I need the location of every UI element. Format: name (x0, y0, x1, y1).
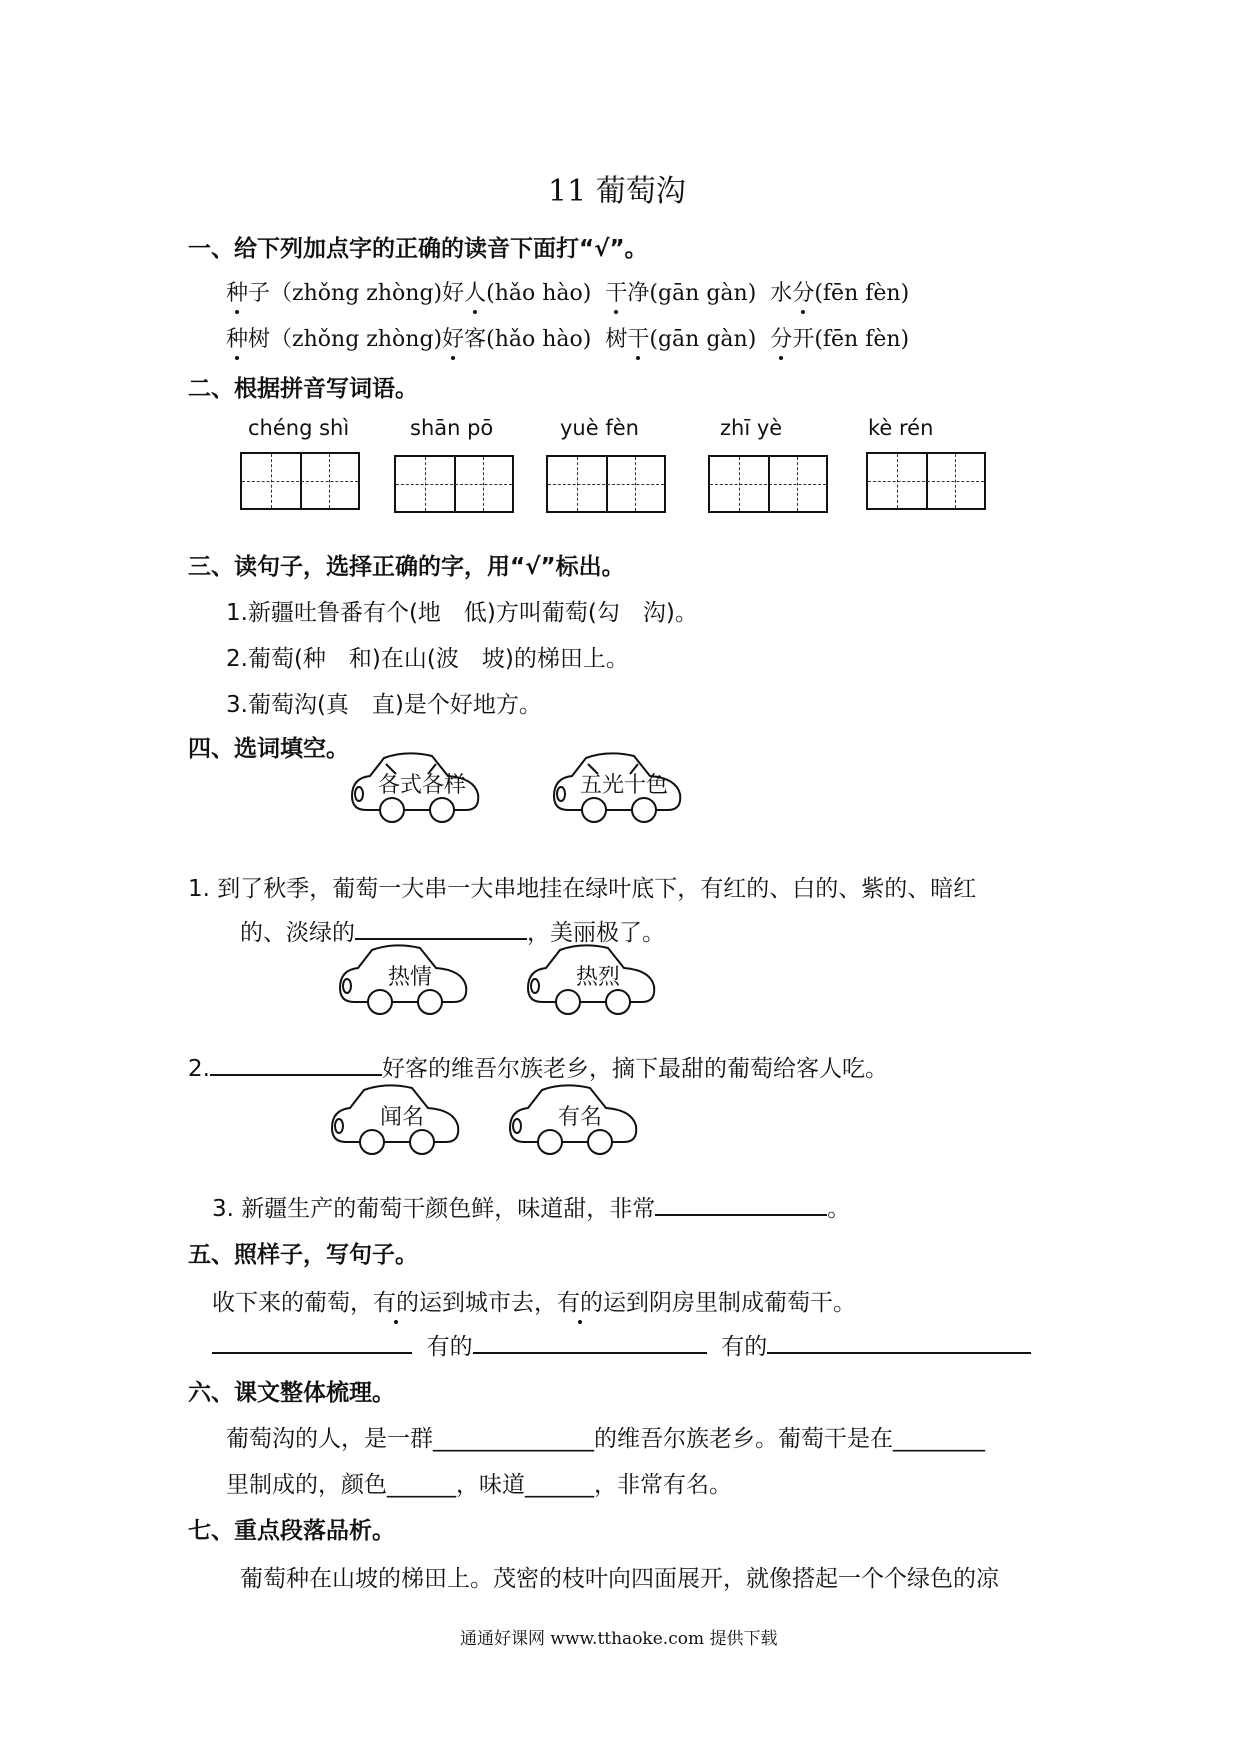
word-car (504, 1080, 644, 1156)
car-label: 各式各样 (377, 773, 466, 798)
q6-heading: 六、课文整体梳理。 (188, 1380, 395, 1406)
writing-grid[interactable] (546, 455, 666, 513)
q4-sentence-3: 3. 新疆生产的葡萄干颜色鲜，味道甜，非常 。 (212, 1190, 850, 1223)
q1-item: 树干(gān gàn) (605, 327, 756, 352)
word-car (522, 940, 662, 1016)
q1-item: 种子（zhǒng zhòng) (226, 281, 442, 306)
pinyin-label: chéng shì (248, 416, 350, 440)
car-label: 闻名 (379, 1105, 424, 1130)
q1-item: 分开(fēn fèn) (770, 327, 909, 352)
q3-sentence: 2.葡萄(种 和)在山(波 坡)的梯田上。 (226, 646, 629, 672)
pinyin-label: yuè fèn (560, 416, 639, 440)
q1-heading: 一、给下列加点字的正确的读音下面打“√”。 (188, 236, 648, 262)
writing-grid[interactable] (866, 452, 986, 510)
q1-item: 好客(hǎo hào) (442, 327, 591, 352)
q3-heading: 三、读句子，选择正确的字，用“√”标出。 (188, 554, 625, 580)
pinyin-label: zhī yè (720, 416, 783, 440)
car-label: 热情 (387, 965, 432, 990)
q3-sentence: 3.葡萄沟(真 直)是个好地方。 (226, 692, 542, 718)
q6-line-2: 里制成的，颜色______，味道______，非常有名。 (226, 1472, 732, 1498)
answer-blank[interactable] (655, 1192, 827, 1216)
page-title: 11 葡萄沟 (548, 174, 686, 209)
q5-heading: 五、照样子，写句子。 (188, 1242, 418, 1268)
q5-example: 收下来的葡萄，有的运到城市去，有的运到阴房里制成葡萄干。 (212, 1284, 856, 1317)
q3-sentence: 1.新疆吐鲁番有个(地 低)方叫葡萄(勾 沟)。 (226, 600, 698, 626)
q1-item: 水分(fēn fèn) (770, 281, 909, 306)
word-car (326, 1080, 466, 1156)
car-label: 五光十色 (579, 773, 668, 798)
q7-line-1: 葡萄种在山坡的梯田上。茂密的枝叶向四面展开，就像搭起一个个绿色的凉 (240, 1566, 999, 1592)
car-label: 有名 (557, 1105, 602, 1130)
q4-sentence-1: 1. 到了秋季，葡萄一大串一大串地挂在绿叶底下，有红的、白的、紫的、暗红 (188, 876, 977, 902)
footer-text: 通通好课网 www.tthaoke.com 提供下载 (460, 1629, 778, 1649)
q1-item: 好人(hǎo hào) (442, 281, 591, 306)
word-car (548, 748, 688, 824)
q4-sentence-1-cont: 的、淡绿的 ，美丽极了。 (240, 914, 665, 947)
writing-grid[interactable] (394, 455, 514, 513)
q5-answer-row: 有的 有的 (212, 1328, 1031, 1361)
q1-item: 种树（zhǒng zhòng) (226, 327, 442, 352)
q1-row-1 (226, 276, 909, 307)
q1-row-2 (226, 322, 909, 353)
q1-item: 干净(gān gàn) (605, 281, 756, 306)
pinyin-label: shān pō (410, 416, 494, 440)
q6-line-1: 葡萄沟的人，是一群______________的维吾尔族老乡。葡萄干是在________ (226, 1426, 985, 1452)
answer-blank[interactable] (355, 916, 527, 940)
answer-blank[interactable] (212, 1330, 412, 1354)
word-car (346, 748, 486, 824)
answer-blank[interactable] (767, 1330, 1031, 1354)
q7-heading: 七、重点段落品析。 (188, 1518, 395, 1544)
pinyin-label: kè rén (868, 416, 934, 440)
q2-heading: 二、根据拼音写词语。 (188, 376, 418, 402)
car-label: 热烈 (575, 965, 620, 990)
writing-grid[interactable] (708, 455, 828, 513)
q4-heading: 四、选词填空。 (188, 736, 349, 762)
answer-blank[interactable] (473, 1330, 707, 1354)
q4-sentence-2: 2. 好客的维吾尔族老乡，摘下最甜的葡萄给客人吃。 (188, 1050, 888, 1083)
answer-blank[interactable] (210, 1052, 382, 1076)
writing-grid[interactable] (240, 452, 360, 510)
word-car (334, 940, 474, 1016)
